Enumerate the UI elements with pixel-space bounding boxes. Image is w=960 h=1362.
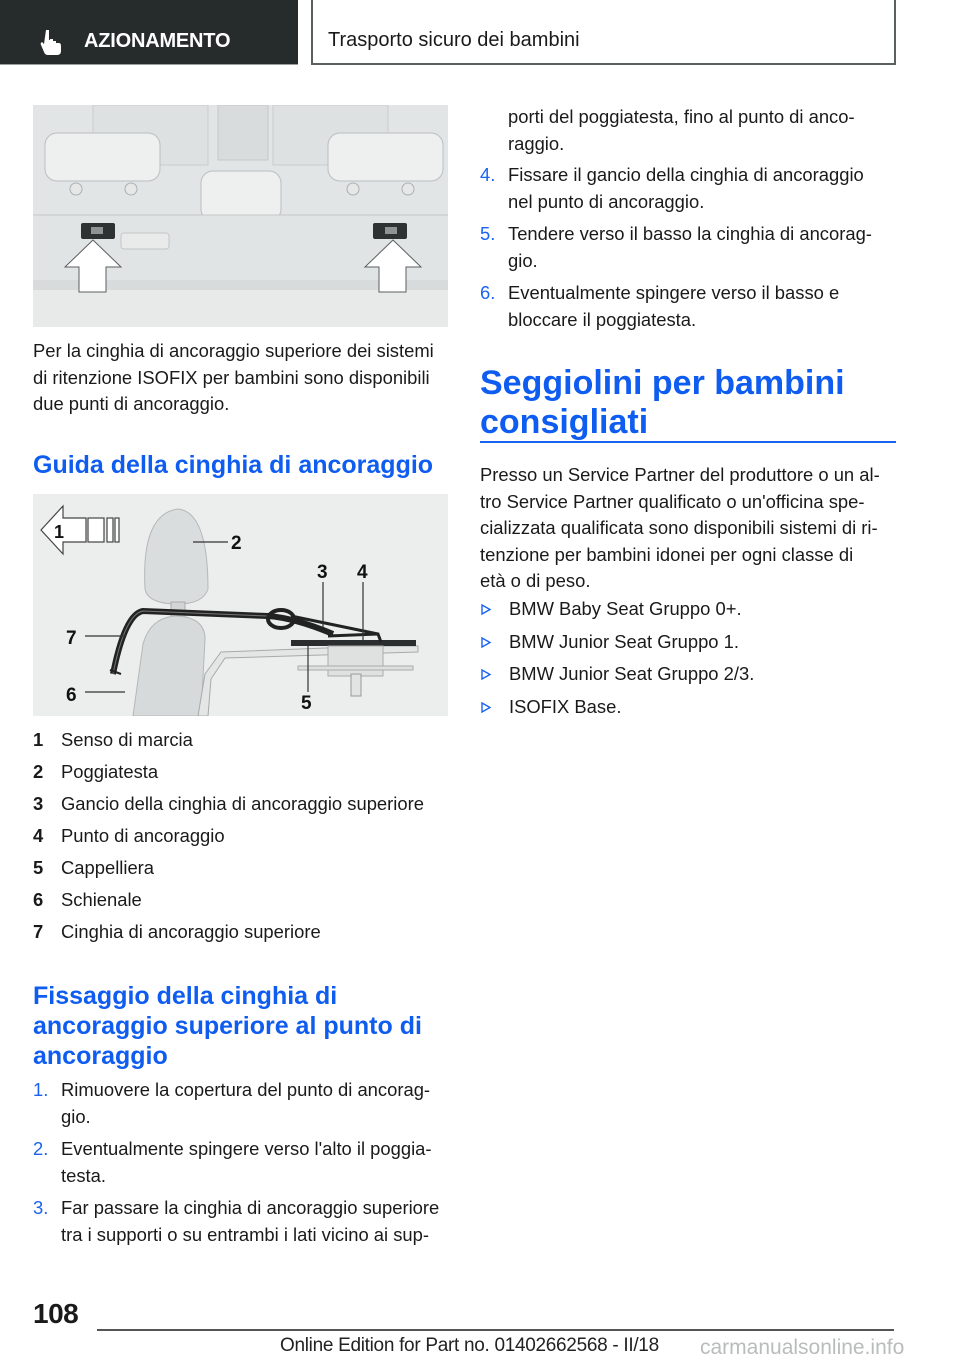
svg-text:6: 6 — [66, 685, 77, 706]
steps-list-left — [33, 1077, 453, 1254]
svg-text:2: 2 — [231, 533, 242, 554]
svg-text:7: 7 — [66, 628, 77, 649]
triangle-right-icon — [481, 669, 491, 680]
figure-legend — [33, 724, 453, 948]
list-item: ISOFIX Base. — [480, 694, 900, 721]
list-item: BMW Baby Seat Gruppo 0+. — [480, 596, 900, 623]
step-continuation: porti del poggiatesta, fino al punto di anco- raggio. — [508, 106, 855, 154]
list-item: BMW Junior Seat Gruppo 1. — [480, 629, 900, 656]
step-item: 5. Tendere verso il basso la cinghia di ancorag- gio. — [480, 223, 872, 271]
svg-text:5: 5 — [301, 693, 312, 714]
heading-recommended-seats: Seggiolini per bambini consigliati — [480, 364, 845, 441]
legend-item: 4 Punto di ancoraggio — [33, 825, 225, 846]
recommended-seats-paragraph: Presso un Service Partner del produttore o un al- tro Service Partner qualificato o un'officina spe- cializzata qualificata sono disponibili sistemi di ri- tenzione per bambini idonei per ogni classe di età o di peso. — [480, 464, 880, 591]
figure-anchorage-points — [33, 105, 448, 327]
legend-item: 5 Cappelliera — [33, 857, 155, 878]
heading-attach-tether: Fissaggio della cinghia di ancoraggio superiore al punto di ancoraggio — [33, 982, 422, 1070]
watermark: carmanualsonline.info — [700, 1336, 905, 1359]
step-item: 4. Fissare il gancio della cinghia di ancoraggio nel punto di ancoraggio. — [480, 164, 864, 212]
heading-tether-routing: Guida della cinghia di ancoraggio — [33, 451, 434, 479]
edition-info: Online Edition for Part no. 01402662568 - II/18 — [280, 1335, 659, 1356]
recommended-seats-list — [480, 596, 900, 726]
step-item: 3. Far passare la cinghia di ancoraggio superiore tra i supporti o su entrambi i lati vicino ai sup- — [33, 1197, 440, 1245]
legend-item: 1 Senso di marcia — [33, 729, 193, 750]
svg-text:3: 3 — [317, 562, 328, 583]
heading-rule — [480, 441, 896, 443]
figure-tether-routing — [33, 494, 448, 716]
section-header — [311, 0, 896, 65]
legend-item: 7 Cinghia di ancoraggio superiore — [33, 921, 321, 942]
step-item: 2. Eventualmente spingere verso l'alto il poggia- testa. — [33, 1138, 432, 1186]
triangle-right-icon — [481, 604, 491, 615]
chapter-title: AZIONAMENTO — [84, 30, 231, 52]
svg-text:4: 4 — [357, 562, 368, 583]
step-item: 1. Rimuovere la copertura del punto di ancorag- gio. — [33, 1079, 431, 1127]
intro-paragraph: Per la cinghia di ancoraggio superiore dei sistemi di ritenzione ISOFIX per bambini sono disponibili due punti di ancoraggio. — [33, 340, 434, 414]
legend-item: 3 Gancio della cinghia di ancoraggio superiore — [33, 793, 424, 814]
list-item: BMW Junior Seat Gruppo 2/3. — [480, 661, 900, 688]
steps-list-right — [480, 162, 900, 339]
triangle-right-icon — [481, 702, 491, 713]
footer-rule — [97, 1329, 894, 1331]
step-item: 6. Eventualmente spingere verso il basso e bloccare il poggiatesta. — [480, 282, 840, 330]
page-number: 108 — [33, 1298, 79, 1329]
svg-text:1: 1 — [54, 522, 65, 542]
chapter-tab — [0, 0, 298, 65]
hand-pointer-icon — [40, 29, 62, 55]
legend-item: 2 Poggiatesta — [33, 761, 159, 782]
section-title: Trasporto sicuro dei bambini — [328, 29, 580, 51]
triangle-right-icon — [481, 637, 491, 648]
legend-item: 6 Schienale — [33, 889, 142, 910]
